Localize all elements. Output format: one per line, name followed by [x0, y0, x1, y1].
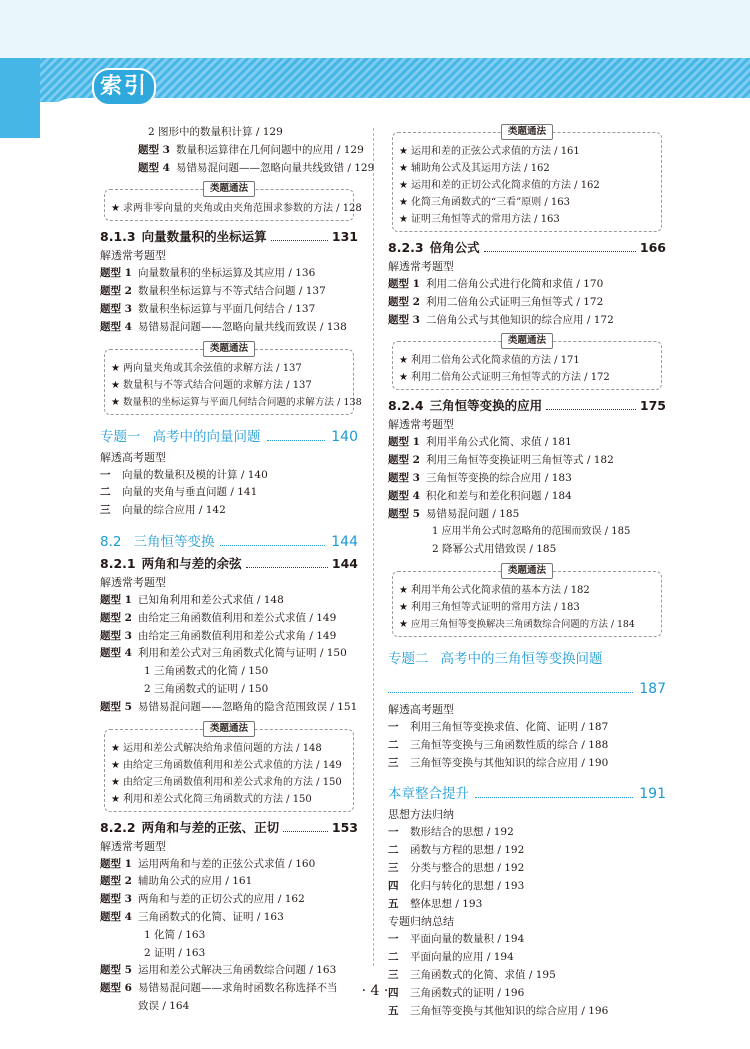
top-rows: [100, 124, 375, 177]
method-box: [392, 126, 662, 232]
method-item[interactable]: ★ 应用三角恒等变换解决三角函数综合问题的方法 / 184: [399, 618, 635, 630]
list-item[interactable]: 题型 2 由给定三角函数值利用和差公式求值 / 149: [100, 611, 337, 624]
list-item[interactable]: 题型 1 向量数量积的坐标运算及其应用 / 136: [100, 267, 316, 280]
method-item[interactable]: ★ 证明三角恒等式的常用方法 / 163: [399, 214, 560, 225]
page-header: [0, 0, 750, 110]
subsection-heading[interactable]: 8.2.4 三角恒等变换的应用 175: [388, 398, 666, 414]
topic-page[interactable]: 187: [388, 677, 666, 701]
star-icon: ★: [399, 601, 408, 613]
list-item[interactable]: 题型 3 三角恒等变换的综合应用 / 183: [388, 471, 572, 484]
list-item[interactable]: 一 利用三角恒等变换求值、化简、证明 / 187: [388, 720, 609, 733]
method-box-label: 类题通法: [501, 563, 553, 579]
method-box-label: 类题通法: [501, 333, 553, 349]
topic-heading[interactable]: 专题一 高考中的向量问题 140: [100, 428, 358, 445]
star-icon: ★: [111, 759, 120, 771]
list-item[interactable]: 题型 2 数量积坐标运算与不等式结合问题 / 137: [100, 285, 326, 298]
subsection-intro: 解透常考题型: [100, 575, 166, 589]
star-icon: ★: [111, 379, 120, 391]
subsection-heading[interactable]: 8.1.3 向量数量积的坐标运算 131: [100, 229, 358, 245]
list-item[interactable]: 题型 5 运用和差公式解决三角函数综合问题 / 163: [100, 964, 337, 977]
star-icon: ★: [111, 203, 120, 215]
subsection-intro: 解透常考题型: [100, 249, 166, 263]
star-icon: ★: [399, 146, 408, 157]
method-box: [104, 183, 362, 221]
list-item[interactable]: 题型 3 数量积坐标运算与平面几何结合 / 137: [100, 302, 316, 315]
star-icon: ★: [111, 742, 120, 754]
left-column: [100, 124, 375, 1016]
list-item[interactable]: 致误 / 164: [138, 999, 190, 1012]
list-item[interactable]: 题型 6 易错易混问题——求角时函数名称选择不当: [100, 982, 338, 995]
method-item[interactable]: ★ 由给定三角函数值利用和差公式求角的方法 / 150: [111, 776, 342, 788]
right-column: [388, 124, 666, 1020]
list-item[interactable]: 一 向量的数量积及模的计算 / 140: [100, 468, 268, 481]
list-item[interactable]: 题型 1 利用二倍角公式进行化简和求值 / 170: [388, 278, 604, 290]
star-icon: ★: [399, 618, 408, 630]
star-icon: ★: [399, 372, 408, 384]
topic-intro: 解透高考题型: [100, 450, 166, 464]
method-item[interactable]: ★ 利用二倍角公式化简求值的方法 / 171: [399, 355, 580, 367]
method-item[interactable]: ★ 利用二倍角公式证明三角恒等式的方法 / 172: [399, 372, 610, 384]
star-icon: ★: [399, 214, 408, 225]
star-icon: ★: [399, 355, 408, 367]
method-item[interactable]: ★ 利用三角恒等式证明的常用方法 / 183: [399, 601, 580, 613]
topic-heading[interactable]: 专题二 高考中的三角恒等变换问题: [388, 650, 603, 667]
list-item[interactable]: 五 整体思想 / 193: [388, 897, 483, 910]
list-item[interactable]: 题型 2 辅助角公式的应用 / 161: [100, 875, 253, 888]
subsection-heading[interactable]: 8.2.2 两角和与差的正弦、正切 153: [100, 819, 358, 835]
list-item[interactable]: 题型 4 利用和差公式对三角函数式化简与证明 / 150: [100, 647, 347, 660]
chapter-intro: 专题归纳总结: [388, 915, 454, 929]
topic-intro: 解透高考题型: [388, 702, 454, 716]
method-item[interactable]: ★ 利用半角公式化简求值的基本方法 / 182: [399, 584, 590, 596]
list-item[interactable]: 二 向量的夹角与垂直问题 / 141: [100, 486, 258, 499]
section-heading[interactable]: 8.2 三角恒等变换 144: [100, 533, 358, 550]
star-icon: ★: [111, 396, 120, 408]
star-icon: ★: [399, 197, 408, 208]
list-item[interactable]: 一 数形结合的思想 / 192: [388, 826, 514, 839]
method-box-label: 类题通法: [203, 181, 255, 197]
list-item[interactable]: 题型 3 由给定三角函数值利用和差公式求角 / 149: [100, 629, 337, 642]
subsection-intro: 解透常考题型: [388, 418, 454, 432]
method-item[interactable]: ★ 运用和差的正切公式化简求值的方法 / 162: [399, 180, 600, 191]
method-item[interactable]: ★ 运用和差的正弦公式求值的方法 / 161: [399, 146, 580, 157]
star-icon: ★: [111, 793, 120, 805]
list-item[interactable]: 2 证明 / 163: [144, 946, 206, 959]
star-icon: ★: [111, 776, 120, 788]
list-item[interactable]: 三 三角恒等变换与其他知识的综合应用 / 190: [388, 756, 609, 769]
list-item[interactable]: 题型 2 利用三角恒等变换证明三角恒等式 / 182: [388, 454, 614, 467]
list-item[interactable]: 二 函数与方程的思想 / 192: [388, 844, 525, 857]
index-badge: 索引: [92, 68, 156, 106]
column-divider: [373, 128, 374, 966]
subsection-heading[interactable]: 8.2.1 两角和与差的余弦 144: [100, 555, 358, 571]
method-item[interactable]: ★ 求两非零向量的夹角或由夹角范围求参数的方法 / 128: [111, 203, 362, 215]
list-item[interactable]: 题型 3 两角和与差的正切公式的应用 / 162: [100, 893, 305, 906]
list-item[interactable]: 四 化归与转化的思想 / 193: [388, 879, 525, 892]
star-icon: ★: [399, 180, 408, 191]
list-item[interactable]: 三 分类与整合的思想 / 192: [388, 861, 525, 874]
subsection-heading[interactable]: 8.2.3 倍角公式 166: [388, 240, 666, 255]
method-item[interactable]: ★ 两向量夹角或其余弦值的求解方法 / 137: [111, 362, 302, 374]
method-box: [104, 342, 362, 415]
list-item[interactable]: 2 降幂公式用错致误 / 185: [432, 543, 557, 556]
subsection-intro: 解透常考题型: [388, 260, 454, 273]
list-item[interactable]: 1 化简 / 163: [144, 928, 206, 941]
method-box: [392, 564, 662, 637]
list-item[interactable]: 题型 3 数量积运算律在几何问题中的应用 / 129: [138, 143, 364, 156]
subsection-intro: 解透常考题型: [100, 839, 166, 853]
method-box-label: 类题通法: [203, 721, 255, 737]
method-item[interactable]: ★ 辅助角公式及其运用方法 / 162: [399, 163, 550, 174]
list-item[interactable]: 题型 3 二倍角公式与其他知识的综合应用 / 172: [388, 313, 614, 326]
list-item[interactable]: 五 三角恒等变换与其他知识的综合应用 / 196: [388, 1004, 609, 1017]
list-item[interactable]: 题型 1 已知角利用和差公式求值 / 148: [100, 593, 284, 606]
list-item[interactable]: 二 三角恒等变换与三角函数性质的综合 / 188: [388, 738, 609, 751]
list-item[interactable]: 题型 1 利用半角公式化简、求值 / 181: [388, 436, 572, 449]
list-item[interactable]: 题型 1 运用两角和与差的正弦公式求值 / 160: [100, 857, 316, 870]
method-item[interactable]: ★ 数量积的坐标运算与平面几何结合问题的求解方法 / 138: [111, 396, 362, 408]
star-icon: ★: [111, 362, 120, 374]
list-item[interactable]: 题型 5 易错易混问题 / 185: [388, 507, 520, 520]
page-number: · 4 ·: [361, 983, 389, 999]
header-side-bar: [0, 58, 40, 138]
list-item[interactable]: 题型 5 易错易混问题——忽略角的隐含范围致误 / 151: [100, 700, 358, 713]
method-item[interactable]: ★ 利用和差公式化简三角函数式的方法 / 150: [111, 793, 312, 805]
list-item[interactable]: 题型 4 三角函数式的化简、证明 / 163: [100, 910, 284, 923]
method-item[interactable]: ★ 数量积与不等式结合问题的求解方法 / 137: [111, 379, 312, 391]
chapter-intro: 思想方法归纳: [388, 808, 454, 822]
list-item[interactable]: 1 三角函数式的化简 / 150: [144, 665, 269, 678]
list-item[interactable]: 2 图形中的数量积计算 / 129: [148, 126, 283, 138]
method-box-label: 类题通法: [501, 124, 553, 140]
method-item[interactable]: ★ 运用和差公式解决给角求值问题的方法 / 148: [111, 742, 322, 754]
list-item[interactable]: 三 向量的综合应用 / 142: [100, 504, 226, 517]
star-icon: ★: [399, 163, 408, 174]
method-item[interactable]: ★ 由给定三角函数值利用和差公式求值的方法 / 149: [111, 759, 342, 771]
method-box: [104, 722, 354, 812]
list-item[interactable]: 题型 4 易错易混问题——忽略向量共线而致误 / 138: [100, 320, 347, 333]
star-icon: ★: [399, 584, 408, 596]
list-item[interactable]: 题型 2 利用二倍角公式证明三角恒等式 / 172: [388, 295, 604, 308]
list-item[interactable]: 四 三角函数式的证明 / 196: [388, 986, 525, 999]
list-item[interactable]: 一 平面向量的数量积 / 194: [388, 933, 525, 946]
list-item[interactable]: 题型 4 易错易混问题——忽略向量共线致错 / 129: [138, 161, 375, 174]
list-item[interactable]: 2 三角函数式的证明 / 150: [144, 682, 269, 695]
list-item[interactable]: 二 平面向量的应用 / 194: [388, 951, 514, 964]
chapter-heading[interactable]: 本章整合提升 191: [388, 786, 666, 803]
list-item[interactable]: 三 三角函数式的化简、求值 / 195: [388, 968, 556, 981]
method-box: [392, 335, 662, 390]
method-item[interactable]: ★ 化简三角函数式的“三看”原则 / 163: [399, 197, 571, 208]
list-item[interactable]: 1 应用半角公式时忽略角的范围而致误 / 185: [432, 526, 631, 538]
list-item[interactable]: 题型 4 积化和差与和差化积问题 / 184: [388, 489, 572, 502]
method-box-label: 类题通法: [203, 341, 255, 357]
header-band: [0, 0, 750, 58]
